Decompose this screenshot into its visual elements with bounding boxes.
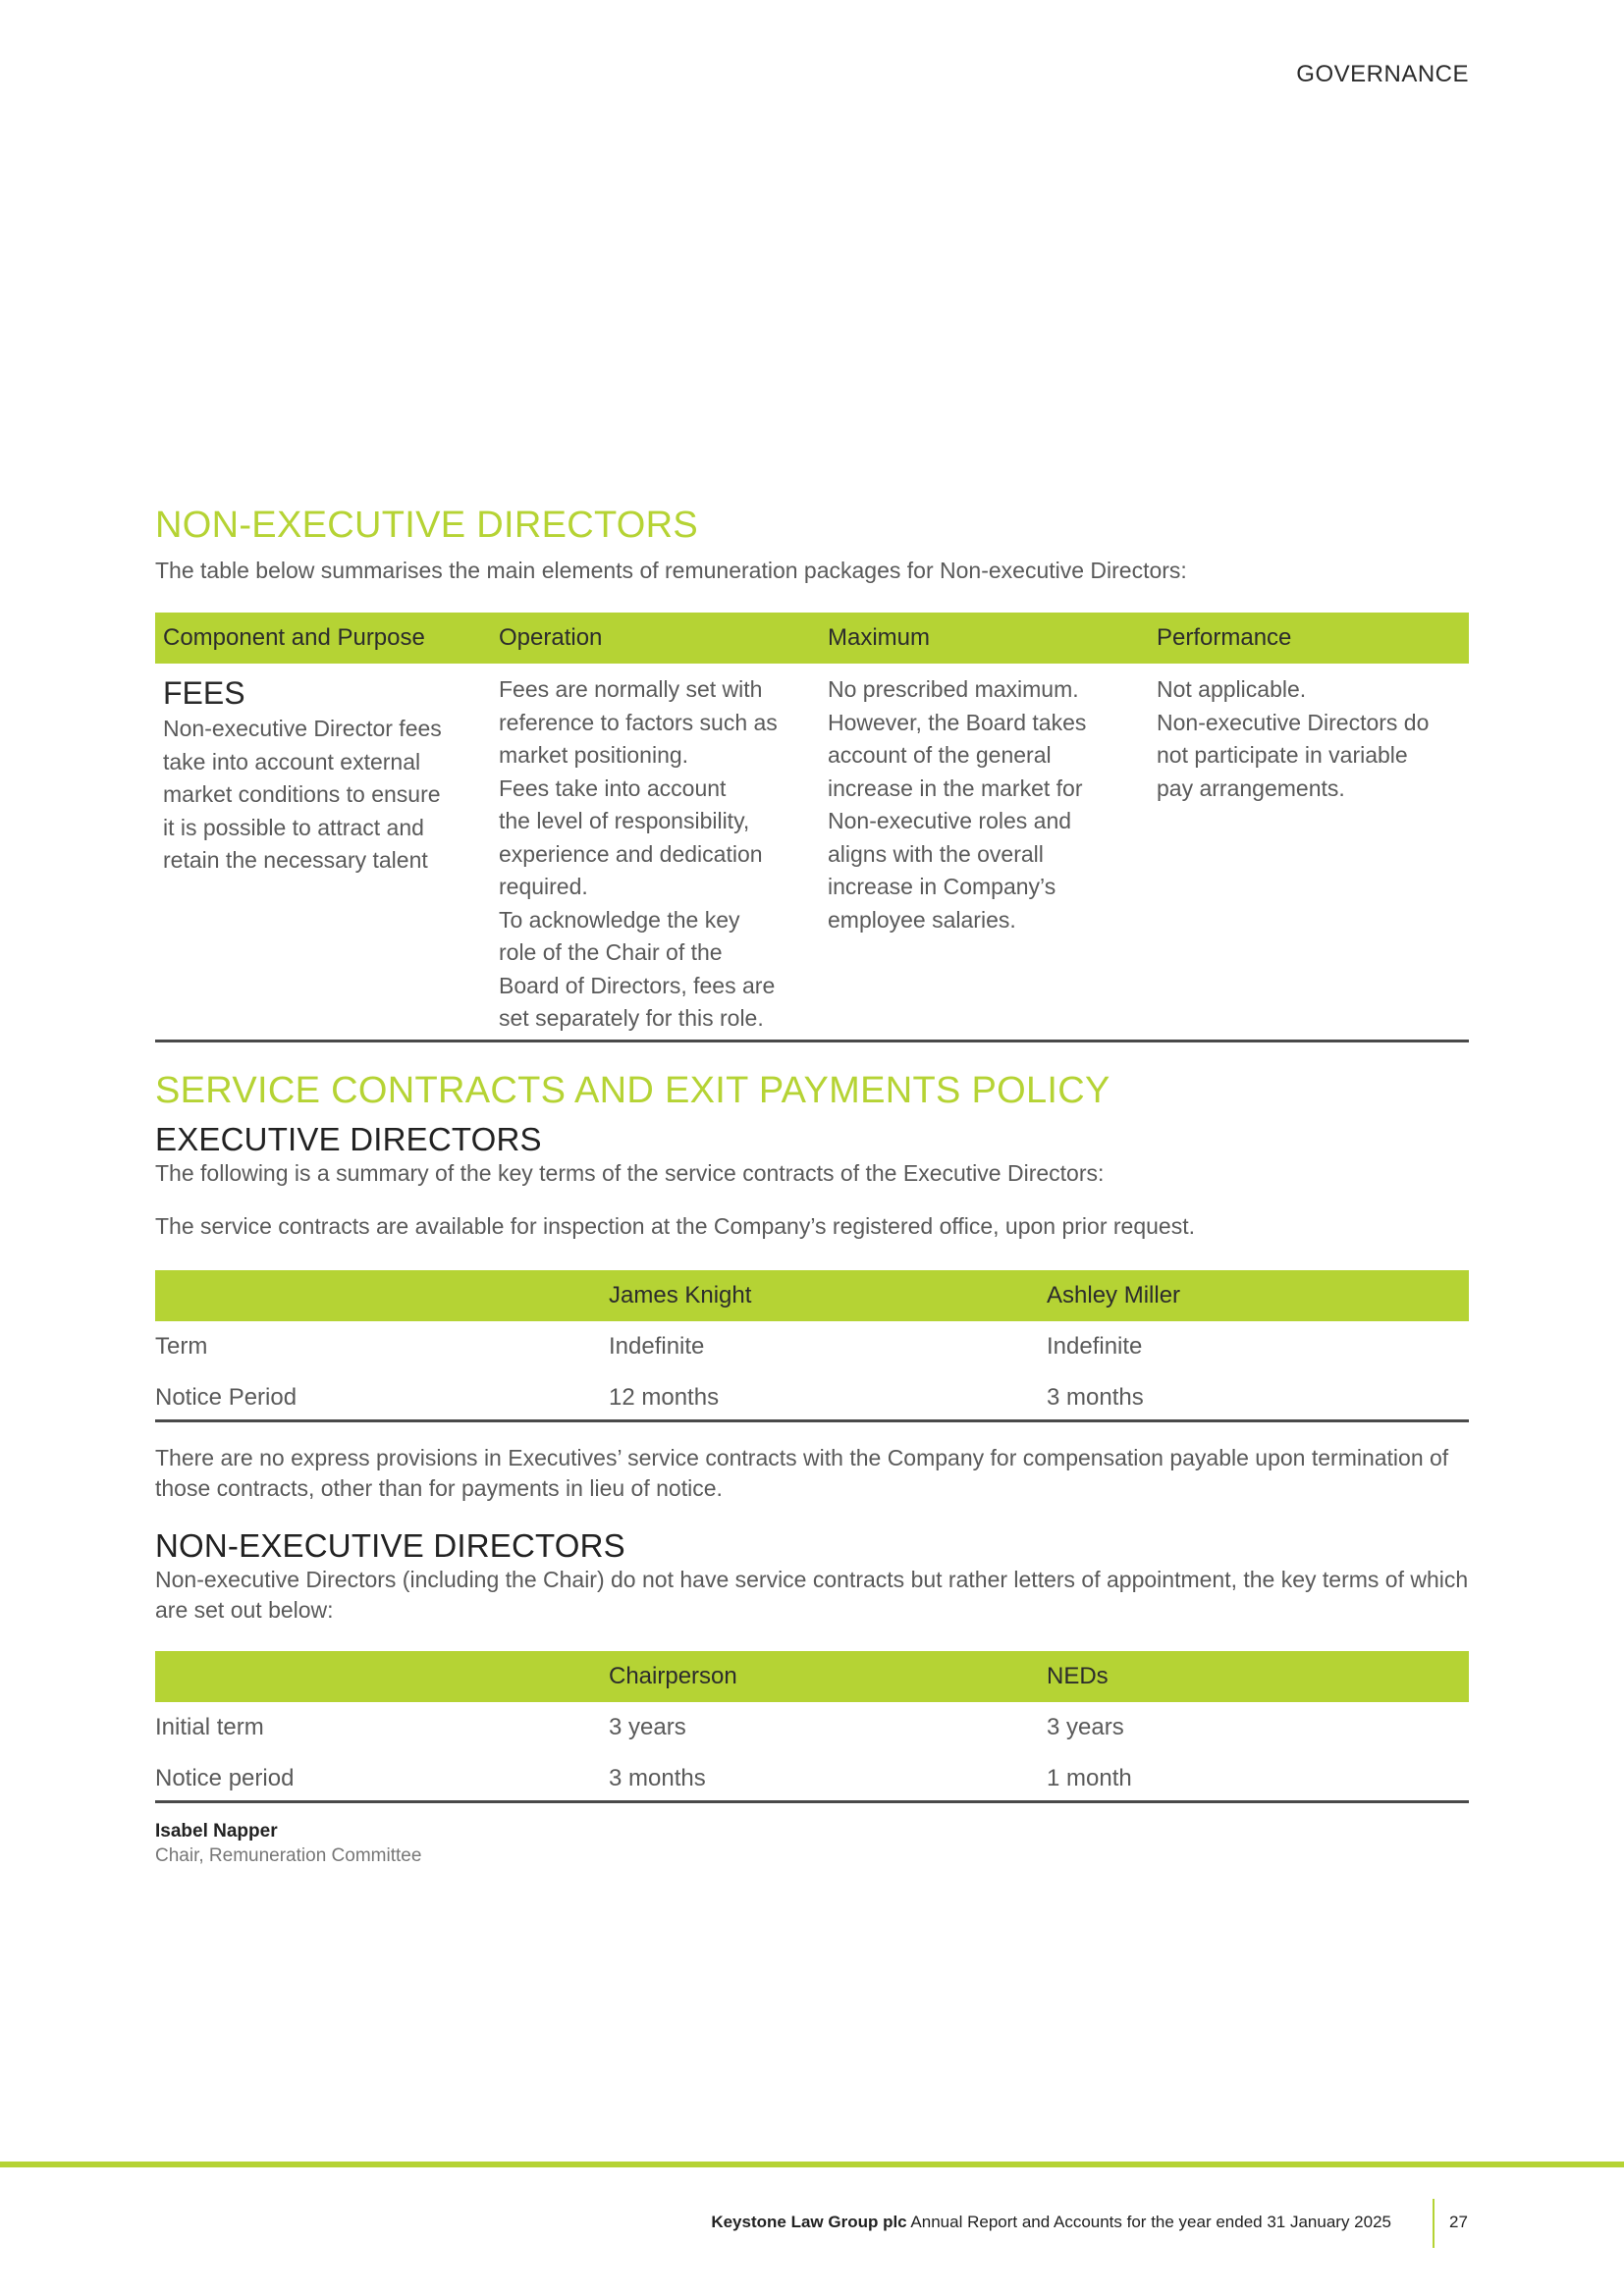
col-header-chairperson: Chairperson bbox=[609, 1663, 737, 1689]
component-cell: Non-executive Director fees take into account external market conditions to ensure it is possible to attract and retain the necessary talent bbox=[163, 716, 442, 873]
table-row-label: Notice period bbox=[155, 1765, 295, 1791]
operation-cell: Fees are normally set with reference to factors such as market positioning. Fees take into account the level of responsibility, experience and dedication required. To acknowledge the key role of the Chair of the Board of Directors, fees are set separately for this role. bbox=[499, 676, 778, 1031]
col-header-ashley-miller: Ashley Miller bbox=[1047, 1282, 1181, 1308]
table-cell: 1 month bbox=[1047, 1765, 1132, 1791]
footer-rule bbox=[0, 2162, 1624, 2167]
col-header-operation: Operation bbox=[499, 624, 603, 651]
ned-contract-intro: Non-executive Directors (including the Chair) do not have service contracts but rather letters of appointment, the key terms of which are set out below: bbox=[155, 1567, 1469, 1623]
table-cell: 3 years bbox=[1047, 1714, 1124, 1740]
exec-subtitle: EXECUTIVE DIRECTORS bbox=[155, 1121, 542, 1157]
signatory-name: Isabel Napper bbox=[155, 1821, 278, 1842]
fees-title: FEES bbox=[163, 675, 245, 711]
exec-after-text: There are no express provisions in Executives’ service contracts with the Company for compensation payable upon termination of those contracts, other than for payments in lieu of notice. bbox=[155, 1445, 1449, 1501]
table-cell: 3 years bbox=[609, 1714, 686, 1740]
maximum-cell: No prescribed maximum. However, the Board takes account of the general increase in the market for Non-executive roles and aligns with the overall increase in Company’s employee salaries. bbox=[828, 676, 1087, 933]
exec-note: The service contracts are available for inspection at the Company’s registered office, upon prior request. bbox=[155, 1213, 1195, 1239]
ned-table-header bbox=[155, 613, 1469, 664]
section-label: GOVERNANCE bbox=[1296, 61, 1469, 87]
ned-section-title: NON-EXECUTIVE DIRECTORS bbox=[155, 505, 699, 546]
table-bottom-rule bbox=[155, 1040, 1469, 1042]
service-section-title: SERVICE CONTRACTS AND EXIT PAYMENTS POLICY bbox=[155, 1070, 1110, 1111]
signatory-role: Chair, Remuneration Committee bbox=[155, 1845, 422, 1866]
col-header-neds: NEDs bbox=[1047, 1663, 1109, 1689]
col-header-performance: Performance bbox=[1157, 624, 1292, 651]
ned-subtitle: NON-EXECUTIVE DIRECTORS bbox=[155, 1527, 625, 1564]
exec-intro: The following is a summary of the key terms of the service contracts of the Executive Directors: bbox=[155, 1160, 1105, 1186]
footer-report-title: Annual Report and Accounts for the year ended 31 January 2025 bbox=[906, 2213, 1391, 2231]
page-number: 27 bbox=[1449, 2213, 1468, 2231]
performance-cell: Not applicable. Non-executive Directors do not participate in variable pay arrangements. bbox=[1157, 676, 1430, 801]
table-cell: 12 months bbox=[609, 1384, 720, 1411]
table-cell: Indefinite bbox=[609, 1333, 705, 1360]
table-row-label: Initial term bbox=[155, 1714, 264, 1740]
table-row-label: Notice Period bbox=[155, 1384, 298, 1411]
col-header-james-knight: James Knight bbox=[609, 1282, 752, 1308]
ned-contract-table-bottom-rule bbox=[155, 1800, 1469, 1803]
ned-contract-table-header bbox=[155, 1651, 1469, 1702]
footer-company: Keystone Law Group plc bbox=[711, 2213, 907, 2231]
table-row-label: Term bbox=[155, 1333, 208, 1360]
table-cell: 3 months bbox=[1047, 1384, 1144, 1411]
table-cell: Indefinite bbox=[1047, 1333, 1143, 1360]
col-header-component: Component and Purpose bbox=[163, 624, 425, 651]
ned-intro: The table below summarises the main elements of remuneration packages for Non-executive Directors: bbox=[155, 558, 1187, 583]
footer-separator bbox=[1433, 2199, 1435, 2248]
exec-table-bottom-rule bbox=[155, 1419, 1469, 1422]
footer-text bbox=[711, 2213, 1391, 2232]
col-header-maximum: Maximum bbox=[828, 624, 931, 651]
table-cell: 3 months bbox=[609, 1765, 706, 1791]
exec-table-header bbox=[155, 1270, 1469, 1321]
